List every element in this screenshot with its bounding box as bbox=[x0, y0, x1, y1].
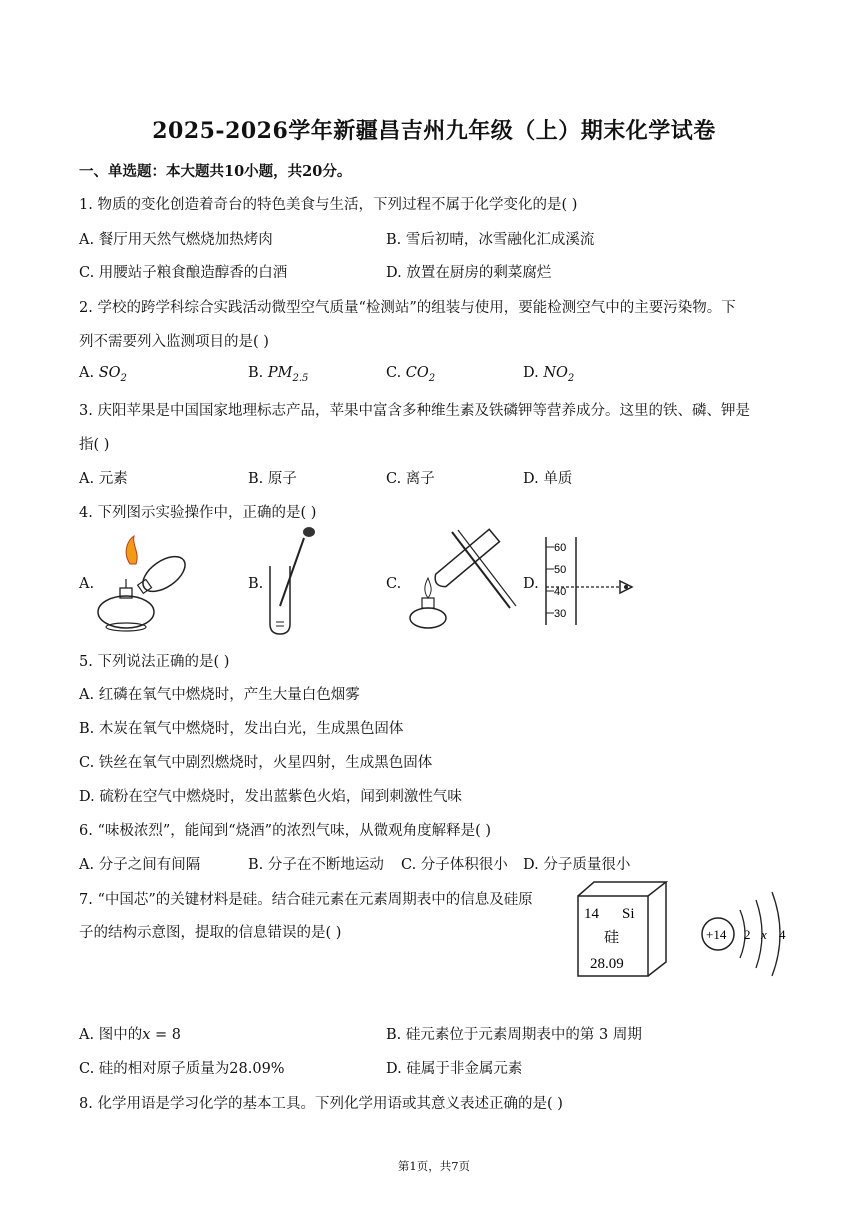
q4-option-a: A. bbox=[79, 576, 95, 592]
cylinder-tick-60: 60 bbox=[554, 542, 567, 554]
question-5-stem: 5. 下列说法正确的是( ) bbox=[79, 654, 230, 670]
cell-atomic-mass: 28.09 bbox=[590, 956, 624, 972]
q3-option-b: B. 原子 bbox=[248, 471, 297, 487]
cylinder-reading-figure bbox=[540, 535, 640, 627]
periodic-cell-figure bbox=[574, 880, 670, 980]
q1-option-b: B. 雪后初晴，冰雪融化汇成溪流 bbox=[386, 232, 595, 248]
shell-2-electrons: x bbox=[761, 927, 767, 942]
q2-option-a: A. $SO_2$ bbox=[79, 365, 127, 384]
cylinder-tick-30: 30 bbox=[554, 608, 567, 620]
q2-option-c: C. $CO_2$ bbox=[386, 365, 436, 384]
question-1-stem: 1. 物质的变化创造着奇台的特色美食与生活，下列过程不属于化学变化的是( ) bbox=[79, 197, 578, 213]
q4-option-d: D. bbox=[523, 576, 539, 592]
q3-option-a: A. 元素 bbox=[79, 471, 128, 487]
q1-option-a: A. 餐厅用天然气燃烧加热烤肉 bbox=[79, 232, 273, 248]
question-6-stem: 6. “味极浓烈”，能闻到“烧酒”的浓烈气味，从微观角度解释是( ) bbox=[79, 823, 492, 839]
question-4-stem: 4. 下列图示实验操作中，正确的是( ) bbox=[79, 505, 317, 521]
q6-option-d: D. 分子质量很小 bbox=[523, 857, 631, 873]
atom-structure-figure bbox=[700, 888, 800, 978]
page-title: 2025-2026学年新疆昌吉州九年级（上）期末化学试卷 bbox=[152, 118, 716, 144]
q7-option-c: C. 硅的相对原子质量为28.09% bbox=[79, 1061, 285, 1077]
question-2-stem-line1: 2. 学校的跨学科综合实践活动微型空气质量“检测站”的组装与使用，要能检测空气中的主要污染物。下 bbox=[79, 300, 736, 316]
q1-option-c: C. 用腰站子粮食酿造醇香的白酒 bbox=[79, 265, 288, 281]
question-3-stem-line1: 3. 庆阳苹果是中国国家地理标志产品，苹果中富含多种维生素及铁磷钾等营养成分。这里的铁、磷、钾是 bbox=[79, 403, 750, 419]
q4-option-b: B. bbox=[248, 576, 264, 592]
question-8-stem: 8. 化学用语是学习化学的基本工具。下列化学用语或其意义表述正确的是( ) bbox=[79, 1096, 563, 1112]
q7-option-b: B. 硅元素位于元素周期表中的第 3 周期 bbox=[386, 1027, 642, 1043]
page-footer: 第1页，共7页 bbox=[397, 1159, 471, 1173]
section-heading: 一、单选题：本大题共10小题，共20分。 bbox=[79, 163, 352, 180]
q4-option-c: C. bbox=[386, 576, 402, 592]
cell-symbol: Si bbox=[622, 906, 635, 922]
q6-option-c: C. 分子体积很小 bbox=[401, 857, 508, 873]
cylinder-tick-50: 50 bbox=[554, 564, 567, 576]
question-7-stem-line2: 子的结构示意图，提取的信息错误的是( ) bbox=[79, 925, 342, 941]
q5-option-d: D. 硫粉在空气中燃烧时，发出蓝紫色火焰，闻到刺激性气味 bbox=[79, 789, 462, 805]
q6-option-a: A. 分子之间有间隔 bbox=[79, 857, 201, 873]
dropper-figure bbox=[262, 526, 322, 638]
q7-option-a: A. 图中的x = 8 bbox=[79, 1027, 181, 1043]
q2-option-b: B. $PM_{2.5}$ bbox=[248, 365, 309, 384]
q7-option-d: D. 硅属于非金属元素 bbox=[386, 1061, 523, 1077]
q6-option-b: B. 分子在不断地运动 bbox=[248, 857, 384, 873]
question-2-stem-line2: 列不需要列入监测项目的是( ) bbox=[79, 334, 269, 350]
shell-3-electrons: 4 bbox=[779, 927, 786, 942]
shell-1-electrons: 2 bbox=[744, 927, 751, 942]
q3-option-d: D. 单质 bbox=[523, 471, 573, 487]
question-3-stem-line2: 指( ) bbox=[79, 437, 110, 453]
heating-tube-figure bbox=[402, 512, 522, 634]
lamp-lighting-figure bbox=[94, 534, 204, 634]
cell-element-name: 硅 bbox=[604, 930, 620, 946]
cell-atomic-number: 14 bbox=[584, 906, 599, 922]
nucleus-charge: +14 bbox=[706, 927, 727, 942]
q5-option-c: C. 铁丝在氧气中剧烈燃烧时，火星四射，生成黑色固体 bbox=[79, 755, 433, 771]
q5-option-a: A. 红磷在氧气中燃烧时，产生大量白色烟雾 bbox=[79, 687, 360, 703]
q5-option-b: B. 木炭在氧气中燃烧时，发出白光，生成黑色固体 bbox=[79, 721, 404, 737]
q3-option-c: C. 离子 bbox=[386, 471, 435, 487]
q2-option-d: D. $NO_2$ bbox=[523, 365, 575, 384]
q1-option-d: D. 放置在厨房的剩菜腐烂 bbox=[386, 265, 552, 281]
cylinder-tick-40: 40 bbox=[554, 586, 567, 598]
question-7-stem-line1: 7. “中国芯”的关键材料是硅。结合硅元素在元素周期表中的信息及硅原 bbox=[79, 892, 533, 908]
